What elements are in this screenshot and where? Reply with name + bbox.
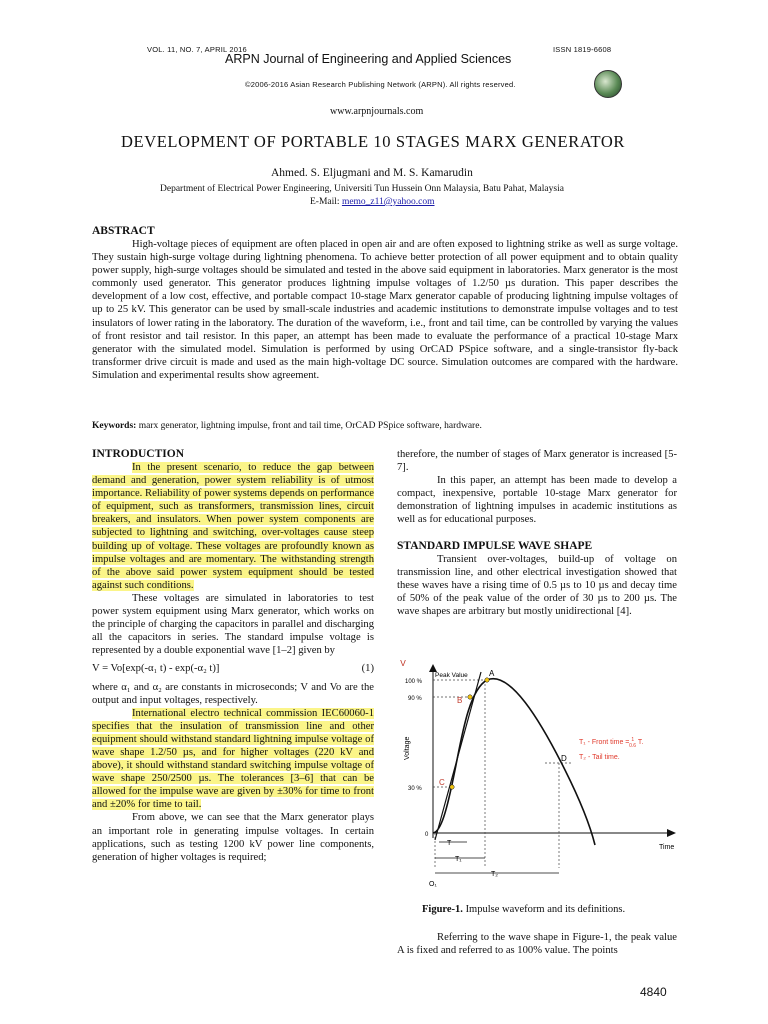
t2-label: T₂ — [491, 871, 498, 878]
volume-info: VOL. 11, NO. 7, APRIL 2016 — [147, 45, 247, 54]
affiliation: Department of Electrical Power Engineering, Universiti Tun Hussein Onn Malaysia, Batu Pahat, Malaysia — [160, 184, 564, 194]
y-axis-arrow-icon — [429, 664, 437, 672]
peak-value-label: Peak Value — [435, 672, 468, 679]
right-paragraph-4: Referring to the wave shape in Figure-1, the peak value A is fixed and referred to as 100% value. The points — [397, 932, 677, 957]
email-label: E-Mail: — [310, 197, 340, 207]
tick-30: 30 % — [408, 786, 422, 792]
intro-paragraph-2: These voltages are simulated in laboratories to test power system equipment using Marx generator, which works on the principle of charging the capacitors in parallel and discharging all the capacitors in series. The standard impulse voltage is represented by a double exponential wave [1–2] given by — [92, 592, 374, 657]
website-link[interactable]: www.arpnjournals.com — [330, 106, 424, 117]
tick-0: 0 — [425, 832, 429, 838]
equation-number: (1) — [361, 663, 374, 675]
intro-paragraph-4: From above, we can see that the Marx generator plays an important role in generating impulse voltages. In certain applications, such as testing 1200 kV power line components, generation of higher voltages is required; — [92, 812, 374, 863]
point-c: C — [439, 778, 445, 787]
abstract-heading: ABSTRACT — [92, 225, 155, 237]
y-axis-label: Voltage — [404, 736, 411, 760]
right-paragraph-2: In this paper, an attempt has been made to develop a compact, inexpensive, portable 10-stage Marx generator for demonstration of lightning impulses in academic institutions as well as for educational purposes. — [397, 475, 677, 526]
introduction-heading: INTRODUCTION — [92, 448, 185, 460]
legend-front-time: T₁ - Front time = $^1$ 0.6 T. — [579, 737, 644, 749]
intro-paragraph-2b: where α₁ and α₂ are constants in microseconds; V and Vo are the output and input voltages, respectively. — [92, 681, 374, 706]
keywords-text: marx generator, lightning impulse, front and tail time, OrCAD PSpice software, hardware. — [138, 421, 482, 431]
figure-caption-text: Impulse waveform and its definitions. — [465, 904, 626, 915]
equation-row — [92, 662, 374, 675]
intro-paragraph-3: International electro technical commission IEC60060-1 specifies that the insulation of transmission line and other equipment should withstand standard lightning impulse voltage of wave shape 1.2/50 µs, and for higher voltages (220 kV and above), it should withstand standard switching impulse voltage of wave shape 250/2500 µs. The tolerances [3–6] that can be allowed for the impulse wave are given by ±30% for time to front and ±20% for time to tail. — [92, 707, 374, 811]
paper-title: DEVELOPMENT OF PORTABLE 10 STAGES MARX GENERATOR — [121, 132, 626, 151]
issn: ISSN 1819-6608 — [553, 45, 612, 54]
arpn-globe-logo-icon — [594, 70, 622, 98]
point-a: A — [489, 669, 495, 678]
authors: Ahmed. S. Eljugmani and M. S. Kamarudin — [271, 167, 473, 179]
journal-name: ARPN Journal of Engineering and Applied Sciences — [225, 52, 512, 66]
email-link[interactable]: memo_z11@yahoo.com — [341, 197, 435, 207]
point-d: D — [561, 754, 567, 763]
x-axis-arrow-icon — [667, 829, 676, 837]
intro-paragraph-1: In the present scenario, to reduce the gap between demand and generation, power system reliability is of utmost importance. Reliability of power systems depends on performance of equipment, such as transformers, transmission lines, circuit breakers, and insulators. When power system components are subjected to lightning and switching, over-voltages cause steep building up of voltage. These voltages are profoundly known as impulse voltages and are momentary. The withstanding strength of the above said power system equipment should be tested against such conditions. — [92, 462, 374, 591]
legend-tail-time: T₂ - Tail time. — [579, 754, 620, 761]
right-column-top — [397, 448, 677, 618]
abstract-text: High-voltage pieces of equipment are often placed in open air and are often exposed to lightning strike as well as surge voltage. They sustain high-surge voltage during lightning phenomena. To achieve better protection of all power equipment and to obtain quality power supply, high-surge voltages should be simulated and tested in the above said equipment in laboratories. Marx generator is the most commonly used generator. This generator produces lightning impulse voltages of 1.2/50 µs duration. This paper describes the development of a low cost, effective, and portable compact 10-stage Marx generator capable of producing lightning impulse voltages of up to 25 kV. This generator can be used by small-scale industries and academic institutions to demonstrate impulse voltages and to test insulators of lower rating in the laboratory. The duration of the waveform, i.e., front and tail time, can be controlled by varying the values of front resistor and tail resistor. In this paper, an attempt has been made to evaluate the performance of a practical 10-stage Marx generator with the simulated model. Simulation is performed by using OrCAD PSpice software, and a single-transistor fly-back transformer drive circuit is made and used as the main high-voltage DC source. Simulation outcomes are compared with the hardware. Simulation and experimental results show agreement. — [92, 239, 678, 381]
copyright: ©2006-2016 Asian Research Publishing Network (ARPN). All rights reserved. — [245, 80, 516, 89]
keywords-line — [92, 421, 678, 431]
equation: V = Vo[exp(-α₁ t) - exp(-α₂ t)] — [92, 663, 220, 675]
email-line — [310, 197, 435, 207]
figure-caption-label: Figure-1. — [422, 904, 463, 915]
point-b: B — [457, 696, 463, 705]
impulse-waveform-figure — [395, 660, 685, 895]
tick-90: 90 % — [408, 696, 422, 702]
x-axis-label: Time — [659, 844, 675, 851]
tick-100: 100 % — [405, 679, 423, 685]
right-paragraph-3: Transient over-voltages, build-up of voltage on transmission line, and other electrical investigation showed that these waves have a rising time of 0.5 µs to 10 µs and decay time of 50% of the peak value of the order of 30 µs to 200 µs. The wave shapes are arbitrary but mostly unidirectional [4]. — [397, 553, 677, 618]
y-axis-letter: V — [400, 660, 407, 668]
impulse-heading: STANDARD IMPULSE WAVE SHAPE — [397, 539, 593, 552]
figure-caption — [422, 904, 625, 915]
t-label: T — [447, 840, 452, 847]
page-number: 4840 — [640, 985, 667, 999]
keywords-label: Keywords: — [92, 421, 137, 431]
intro-column — [92, 461, 374, 864]
right-paragraph-1: therefore, the number of stages of Marx generator is increased [5-7]. — [397, 449, 677, 474]
origin-label: O₁ — [429, 881, 437, 888]
t1-label: T₁ — [455, 856, 462, 863]
